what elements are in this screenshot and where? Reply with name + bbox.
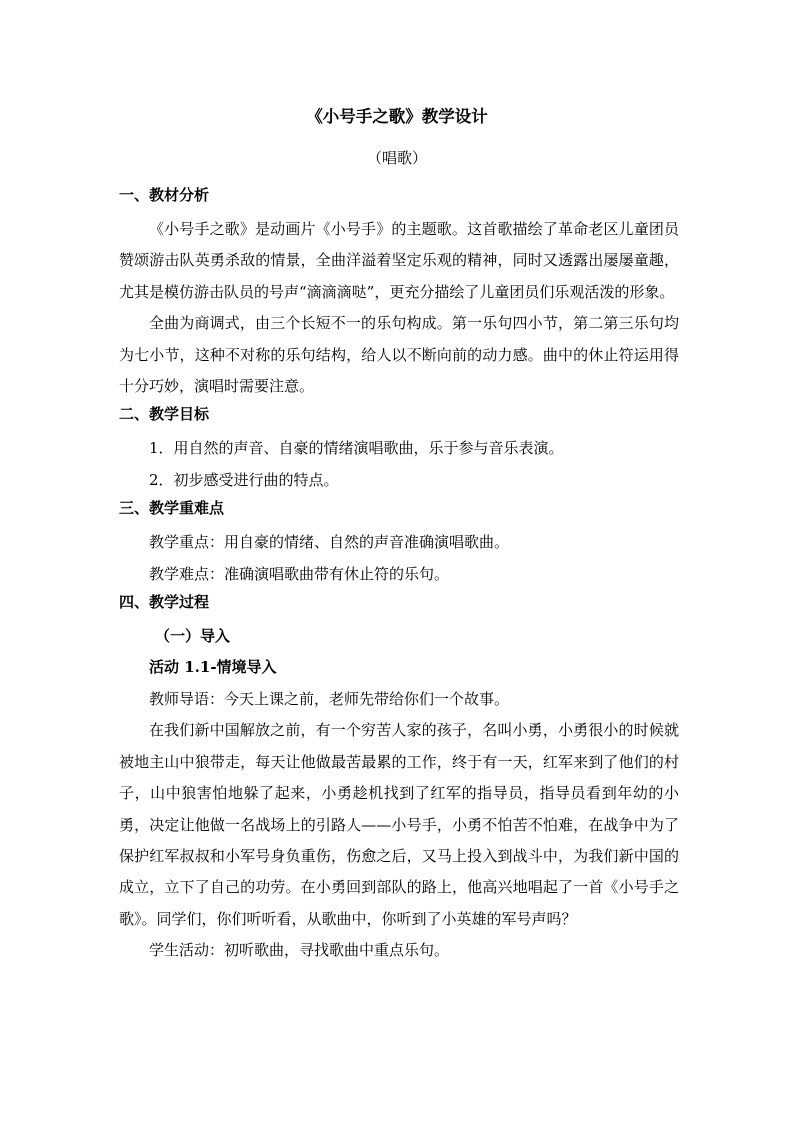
student-activity: 学生活动：初听歌曲，寻找歌曲中重点乐句。: [149, 941, 450, 960]
teacher-prompt: 教师导语：今天上课之前，老师先带给你们一个故事。: [149, 689, 510, 708]
goal-item-2: 2．初步感受进行曲的特点。: [149, 470, 339, 489]
section-heading-key-points: 三、教学重难点: [119, 499, 225, 518]
document-subtitle: （唱歌）: [366, 149, 427, 167]
section-heading-teaching-goals: 二、教学目标: [119, 405, 210, 424]
section-heading-material-analysis: 一、教材分析: [119, 186, 210, 204]
document-body: [119, 183, 679, 967]
activity-heading: 活动 1.1-情境导入: [149, 658, 277, 677]
difficult-point: 教学难点：准确演唱歌曲带有休止符的乐句。: [149, 564, 450, 583]
story-paragraph: 在我们新中国解放之前，有一个穷苦人家的孩子，名叫小勇，小勇很小的时候就被地主山中狼带走，每天让他做最苦最累的工作，终于有一天，红军来到了他们的村子，山中狼害怕地躲了起来，小勇趁机找到了红军的指导员，指导员看到年幼的小勇，决定让他做一名战场上的引路人——小号手，小勇不怕苦不怕难，在战争中为了保护红军叔叔和小军号身负重伤，伤愈之后，又马上投入到战斗中，为我们新中国的成立，立下了自己的功劳。在小勇回到部队的路上，他高兴地唱起了一首《小号手之歌》。同学们，你们听听看，从歌曲中，你听到了小英雄的军号声吗？: [119, 721, 679, 928]
subsection-heading-intro: （一）导入: [155, 627, 231, 646]
key-point: 教学重点：用自豪的情绪、自然的声音准确演唱歌曲。: [149, 533, 510, 552]
goal-item-1: 1．用自然的声音、自豪的情绪演唱歌曲，乐于参与音乐表演。: [149, 439, 564, 458]
paragraph-song-intro: 《小号手之歌》是动画片《小号手》的主题歌。这首歌描绘了革命老区儿童团员赞颂游击队英勇杀敌的情景，全曲洋溢着坚定乐观的精神，同时又透露出屡屡童趣，尤其是模仿游击队员的号声“滴滴滴哒”，更充分描绘了儿童团员们乐观活泼的形象。: [119, 220, 679, 301]
document-title: 《小号手之歌》教学设计: [306, 107, 488, 126]
paragraph-song-structure: 全曲为商调式，由三个长短不一的乐句构成。第一乐句四小节，第二第三乐句均为七小节，这种不对称的乐句结构，给人以不断向前的动力感。曲中的休止符运用得十分巧妙，演唱时需要注意。: [119, 314, 679, 396]
section-heading-teaching-process: 四、教学过程: [119, 593, 210, 612]
